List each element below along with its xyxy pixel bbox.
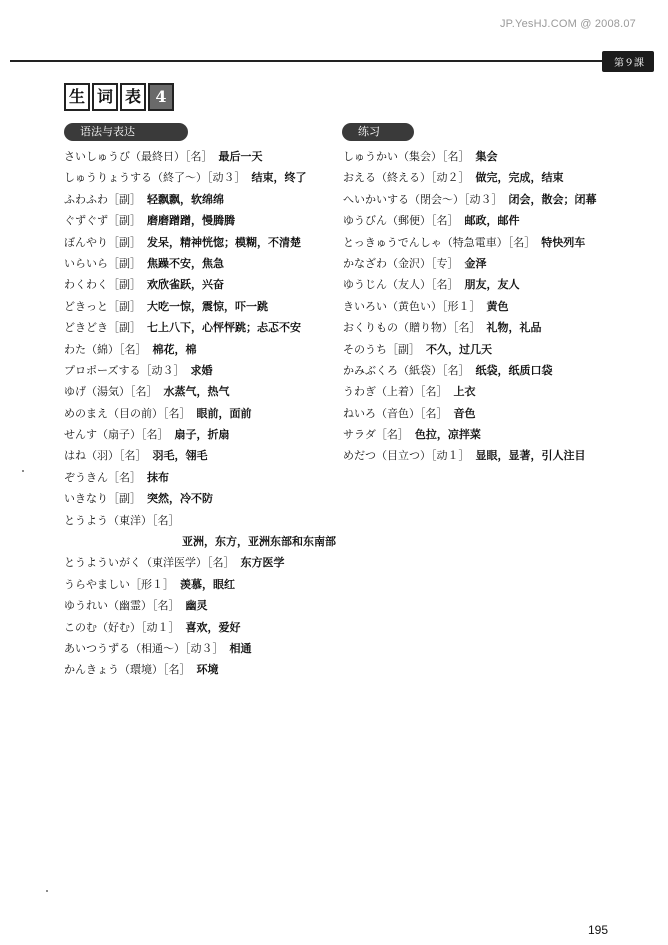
vocab-entry	[64, 488, 336, 509]
vocab-entry	[64, 638, 336, 659]
watermark-text: JP.YesHJ.COM @ 2008.07	[499, 18, 636, 30]
vocab-entry	[343, 232, 597, 253]
vocab-gloss: 不久，过几天	[426, 342, 492, 356]
vocab-gloss: 礼物，礼品	[486, 321, 542, 335]
vocab-reading: そのうち［副］	[343, 342, 420, 356]
vocab-column-right	[343, 146, 597, 467]
vocab-entry	[343, 381, 597, 402]
vocab-reading: いきなり［副］	[64, 492, 141, 506]
vocab-gloss: 七上八下，心怦怦跳；忐忑不安	[147, 321, 301, 335]
vocab-reading: さいしゅうび（最終日）［名］	[64, 150, 213, 163]
vocab-gloss: 棉花，棉	[152, 342, 197, 356]
vocab-reading: しゅうりょうする（終了～）［动３］	[64, 171, 246, 185]
vocab-gloss: 纸袋，纸质口袋	[475, 363, 553, 377]
vocab-entry	[64, 403, 336, 424]
vocab-reading: ゆうれい（幽霊）［名］	[64, 599, 180, 613]
vocab-entry	[64, 381, 336, 402]
vocab-reading: かみぶくろ（紙袋）［名］	[343, 363, 470, 377]
vocab-entry	[64, 659, 336, 680]
vocab-entry	[343, 189, 597, 210]
vocab-reading: しゅうかい（集会）［名］	[343, 150, 470, 163]
vocab-reading: おくりもの（贈り物）［名］	[343, 321, 481, 335]
vocab-gloss: 特快列车	[541, 235, 586, 249]
vocab-reading: ゆうびん（郵便）［名］	[343, 214, 459, 228]
vocab-reading: サラダ［名］	[343, 428, 409, 442]
vocab-reading: めのまえ（目の前）［名］	[64, 406, 191, 420]
vocab-entry	[64, 595, 336, 616]
vocab-gloss: 羡慕，眼红	[180, 577, 235, 591]
vocab-entry	[64, 467, 336, 488]
title-number: 4	[148, 83, 174, 111]
vocab-entry	[343, 167, 597, 188]
vocab-gloss: 显眼，显著，引人注目	[475, 449, 586, 463]
vocab-entry	[64, 253, 336, 274]
vocab-gloss: 上衣	[453, 385, 476, 399]
vocab-reading: かんきょう（環境）［名］	[64, 663, 191, 677]
vocab-reading: ゆうじん（友人）［名］	[343, 278, 459, 292]
vocab-gloss: 色拉，凉拌菜	[414, 428, 481, 442]
vocab-gloss: 求婚	[190, 363, 213, 377]
vocab-entry	[64, 424, 336, 445]
scan-speck	[22, 470, 24, 472]
vocab-gloss: 亚洲，东方，亚洲东部和东南部	[182, 535, 336, 549]
vocab-reading: わた（綿）［名］	[64, 342, 147, 356]
vocab-reading: ゆげ（湯気）［名］	[64, 385, 158, 399]
vocabulary-title	[64, 83, 174, 111]
header-rule	[10, 60, 608, 62]
vocab-reading: せんす（扇子）［名］	[64, 428, 169, 442]
vocab-gloss: 欢欣雀跃，兴奋	[147, 278, 224, 292]
vocab-reading: プロポーズする［动３］	[64, 363, 185, 377]
vocab-reading: うわぎ（上着）［名］	[343, 385, 448, 399]
vocab-entry	[64, 317, 336, 338]
vocab-entry	[64, 296, 336, 317]
vocab-gloss: 羽毛，翎毛	[152, 449, 208, 463]
vocab-reading: おえる（終える）［动２］	[343, 171, 470, 185]
vocab-gloss: 扇子，折扇	[174, 428, 230, 442]
vocab-reading: いらいら［副］	[64, 256, 141, 270]
scan-speck	[46, 890, 48, 892]
vocab-entry	[64, 531, 336, 552]
vocab-reading: とうよう（東洋）［名］	[64, 513, 180, 527]
vocab-gloss: 做完，完成，结束	[475, 171, 564, 185]
vocab-reading: うらやましい［形１］	[64, 577, 174, 591]
vocab-reading: あいつうずる（相通～）［动３］	[64, 641, 224, 655]
vocab-gloss: 大吃一惊，震惊，吓一跳	[147, 299, 268, 313]
vocab-entry	[64, 552, 336, 573]
vocab-gloss: 东方医学	[240, 556, 285, 570]
vocab-reading: はね（羽）［名］	[64, 449, 147, 463]
vocab-entry	[343, 296, 597, 317]
vocab-reading: わくわく［副］	[64, 278, 141, 292]
vocab-gloss: 眼前，面前	[196, 406, 252, 420]
vocab-reading: ねいろ（音色）［名］	[343, 406, 448, 420]
vocab-reading: めだつ（目立つ）［动１］	[343, 449, 470, 463]
vocab-column-left	[64, 146, 336, 681]
vocab-gloss: 结束，终了	[251, 171, 307, 185]
vocab-gloss: 黄色	[486, 299, 509, 313]
vocab-gloss: 金泽	[464, 256, 487, 270]
title-char: 表	[120, 83, 146, 111]
vocab-reading: とっきゅうでんしゃ（特急電車）［名］	[343, 235, 536, 249]
vocab-gloss: 最后一天	[218, 150, 263, 163]
vocab-gloss: 朋友，友人	[464, 278, 520, 292]
vocab-entry	[343, 445, 597, 466]
vocab-entry	[343, 360, 597, 381]
vocab-gloss: 发呆，精神恍惚；模糊，不清楚	[147, 235, 301, 249]
vocab-entry	[64, 339, 336, 360]
vocab-reading: きいろい（黄色い）［形１］	[343, 299, 481, 313]
vocab-entry	[64, 146, 336, 167]
lesson-tab: 第９課	[602, 51, 654, 72]
vocab-entry	[343, 146, 597, 167]
section-label-practice: 练习	[342, 123, 414, 141]
vocab-entry	[64, 274, 336, 295]
vocab-reading: このむ（好む）［动１］	[64, 620, 180, 634]
title-char: 词	[92, 83, 118, 111]
vocab-gloss: 磨磨蹭蹭，慢腾腾	[147, 214, 235, 228]
vocab-entry	[343, 339, 597, 360]
vocab-reading: どきどき［副］	[64, 321, 141, 335]
vocab-gloss: 邮政，邮件	[464, 214, 520, 228]
vocab-gloss: 幽灵	[185, 599, 208, 613]
vocab-entry	[64, 510, 336, 531]
vocab-gloss: 闭会，散会；闭幕	[508, 192, 597, 206]
vocab-reading: かなざわ（金沢）［专］	[343, 256, 459, 270]
vocab-entry	[64, 189, 336, 210]
vocab-gloss: 焦躁不安，焦急	[147, 256, 224, 270]
vocab-entry	[343, 274, 597, 295]
vocab-entry	[343, 210, 597, 231]
vocab-reading: ぼんやり［副］	[64, 235, 141, 249]
vocab-reading: へいかいする（閉会～）［动３］	[343, 192, 503, 206]
vocab-entry	[64, 574, 336, 595]
vocab-entry	[64, 232, 336, 253]
vocab-entry	[64, 167, 336, 188]
vocab-entry	[64, 445, 336, 466]
title-char: 生	[64, 83, 90, 111]
vocab-reading: ふわふわ［副］	[64, 192, 141, 206]
vocab-entry	[64, 617, 336, 638]
vocab-entry	[343, 317, 597, 338]
page-number: 195	[587, 923, 608, 937]
vocab-gloss: 突然，冷不防	[147, 492, 213, 506]
vocab-gloss: 水蒸气，热气	[163, 385, 230, 399]
vocab-reading: ぐずぐず［副］	[64, 214, 141, 228]
vocab-reading: とうよういがく（東洋医学）［名］	[64, 556, 235, 570]
vocab-gloss: 相通	[229, 641, 252, 655]
vocab-gloss: 环境	[196, 663, 219, 677]
vocab-entry	[343, 403, 597, 424]
vocab-reading: ぞうきん［名］	[64, 470, 141, 484]
vocab-gloss: 集会	[475, 150, 498, 163]
vocab-entry	[64, 360, 336, 381]
section-label-grammar: 语法与表达	[64, 123, 188, 141]
vocab-entry	[343, 424, 597, 445]
vocab-gloss: 抹布	[147, 470, 169, 484]
vocab-gloss: 音色	[453, 406, 476, 420]
vocab-reading: どきっと［副］	[64, 299, 141, 313]
vocab-entry	[64, 210, 336, 231]
vocab-gloss: 喜欢，爱好	[185, 620, 241, 634]
vocab-gloss: 轻飘飘，软绵绵	[147, 192, 224, 206]
vocab-entry	[343, 253, 597, 274]
